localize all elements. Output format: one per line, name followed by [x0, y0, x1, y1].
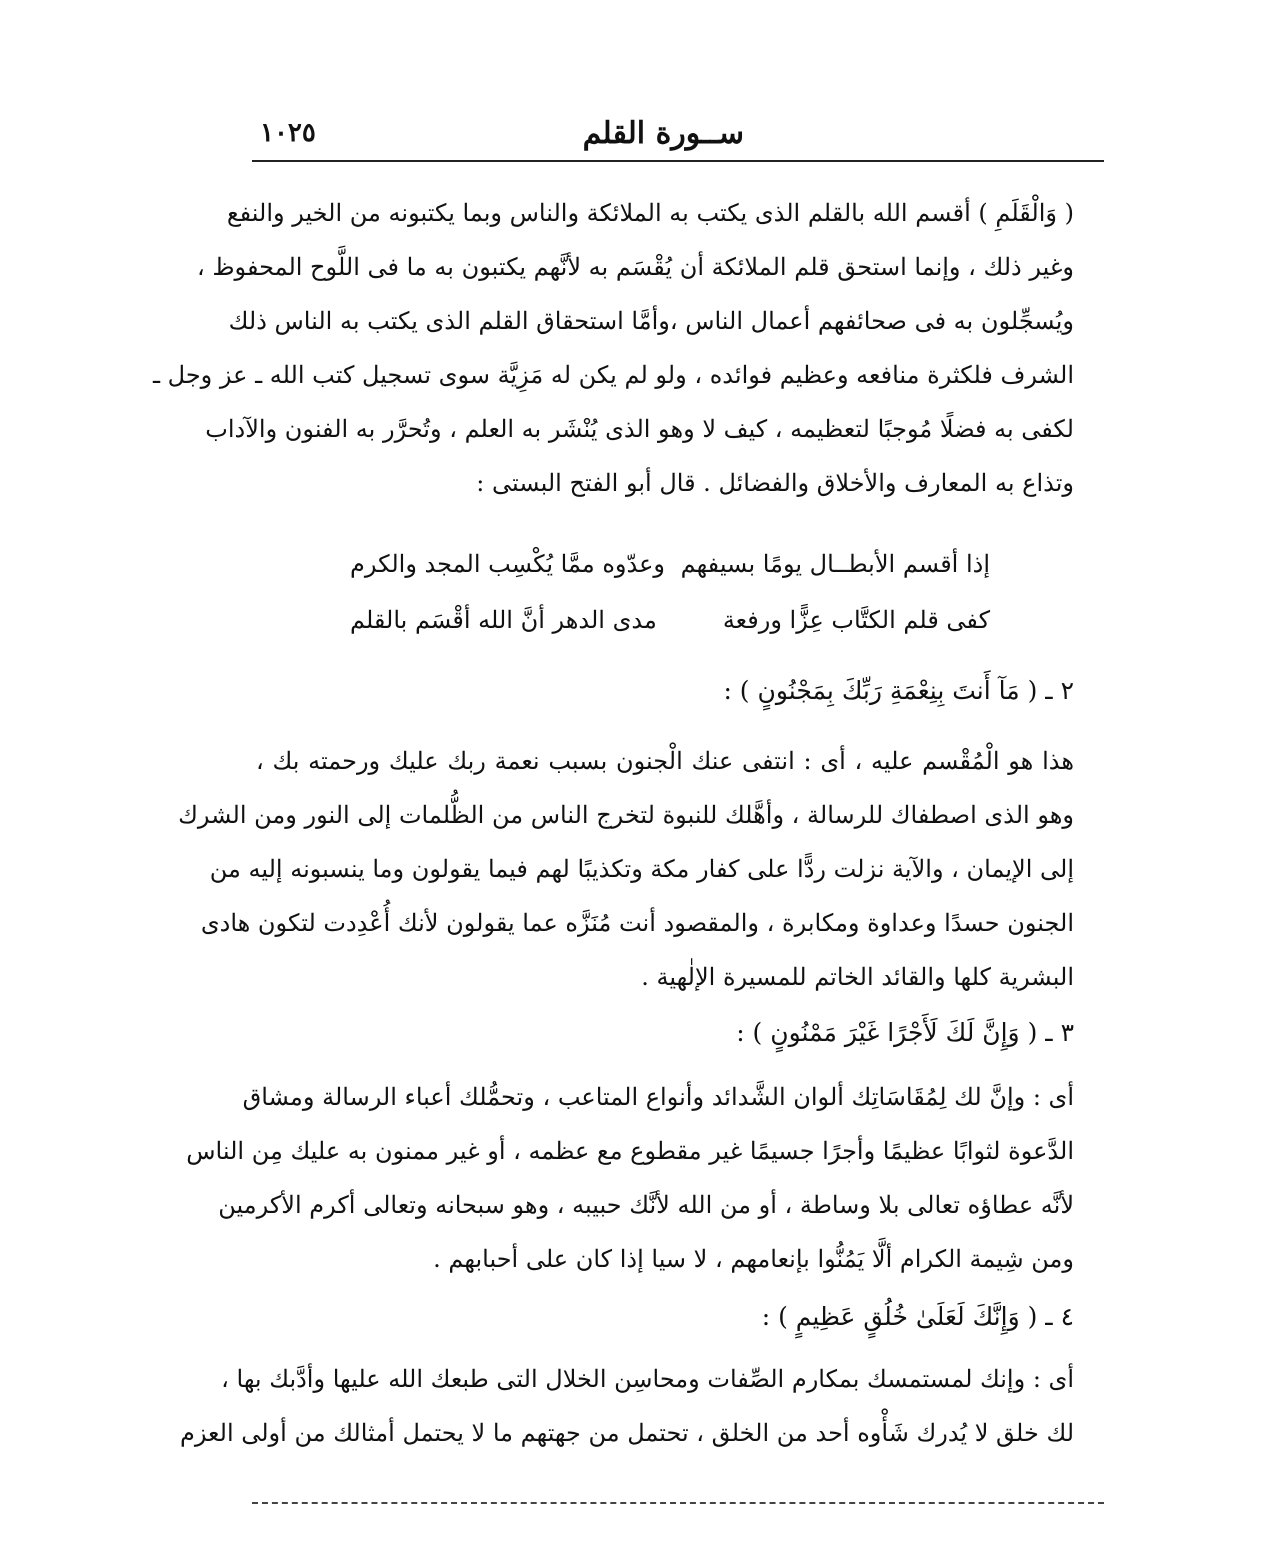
text-line: لكفى به فضلًا مُوجبًا لتعظيمه ، كيف لا وهو الذى يُنْشَر به العلم ، وتُحرَّر به الفنون والآداب — [205, 415, 1074, 443]
text-line: أى : وإنك لمستمسك بمكارم الصِّفات ومحاسِن الخلال التى طبعك الله عليها وأدَّبك بها ، — [221, 1365, 1074, 1393]
verse-heading-2: ٢ ـ ( مَآ أَنتَ بِنِعْمَةِ رَبِّكَ بِمَجْنُونٍ ) : — [723, 676, 1074, 705]
text-line: ويُسجِّلون به فى صحائفهم أعمال الناس ،وأمَّا استحقاق القلم الذى يكتب به الناس ذلك — [228, 307, 1074, 335]
surah-title: ســورة القلم — [582, 116, 744, 151]
verse-heading-4: ٤ ـ ( وَإِنَّكَ لَعَلَىٰ خُلُقٍ عَظِيمٍ ) : — [761, 1302, 1074, 1331]
page-header — [252, 112, 1104, 160]
text-line: لك خلق لا يُدرك شَأْوه أحد من الخلق ، تحتمل من جهتهم ما لا يحتمل أمثالك من أولى العزم — [179, 1419, 1074, 1447]
text-line: وغير ذلك ، وإنما استحق قلم الملائكة أن يُقْسَم به لأنَّهم يكتبون به ما فى اللَّوح المحفوظ ، — [196, 253, 1074, 281]
text-line: البشرية كلها والقائد الخاتم للمسيرة الإلٰهية . — [641, 963, 1074, 991]
poem-verse — [350, 536, 990, 592]
poem-verse — [350, 592, 990, 648]
text-line: أى : وإنَّ لك لِمُقَاسَاتِك ألوان الشَّدائد وأنواع المتاعب ، وتحمُّلك أعباء الرسالة ومشاق — [242, 1083, 1074, 1111]
poem-first-hemistich: إذا أقسم الأبطــال يومًا بسيفهم — [680, 550, 990, 578]
text-line: وهو الذى اصطفاك للرسالة ، وأهَّلك للنبوة لتخرج الناس من الظُّلمات إلى النور ومن الشرك — [178, 801, 1074, 829]
text-line: ( وَالْقَلَمِ ) أقسم الله بالقلم الذى يكتب به الملائكة والناس وبما يكتبونه من الخير والنفع — [226, 199, 1074, 227]
paragraph-verse-2 — [178, 734, 1074, 1004]
footer-divider — [252, 1502, 1104, 1504]
header-divider — [252, 160, 1104, 162]
poem-second-hemistich: وعدّوه ممَّا يُكْسِب المجد والكرم — [350, 550, 666, 578]
text-line: الدَّعوة لثوابًا عظيمًا وأجرًا جسيمًا غير مقطوع مع عظمه ، أو غير ممنون به عليك مِن الناس — [186, 1137, 1074, 1165]
poem — [350, 536, 990, 648]
text-line: الشرف فلكثرة منافعه وعظيم فوائده ، ولو لم يكن له مَزِيَّة سوى تسجيل كتب الله ـ عز وجل ـ — [153, 361, 1074, 389]
paragraph-verse-4 — [179, 1352, 1074, 1460]
text-line: إلى الإيمان ، والآية نزلت ردًّا على كفار مكة وتكذيبًا لهم فيما يقولون وما ينسبونه إليه من — [209, 855, 1074, 883]
text-line: لأنَّه عطاؤه تعالى بلا وساطة ، أو من الله لأنَّك حبيبه ، وهو سبحانه وتعالى أكرم الأكرمين — [218, 1191, 1074, 1219]
page-number: ١٠٢٥ — [260, 118, 316, 148]
text-line: ومن شِيمة الكرام ألَّا يَمُنُّوا بإنعامهم ، لا سيا إذا كان على أحبابهم . — [433, 1245, 1074, 1273]
paragraph-qalam — [153, 186, 1074, 510]
paragraph-verse-3 — [186, 1070, 1074, 1286]
poem-second-hemistich: مدى الدهر أنَّ الله أقْسَم بالقلم — [350, 606, 657, 634]
poem-first-hemistich: كفى قلم الكتَّاب عِزًّا ورفعة — [722, 606, 990, 634]
text-line: هذا هو الْمُقْسم عليه ، أى : انتفى عنك الْجنون بسبب نعمة ربك عليك ورحمته بك ، — [256, 747, 1074, 775]
text-line: الجنون حسدًا وعداوة ومكابرة ، والمقصود أنت مُنَزَّه عما يقولون لأنك أُعْدِدت لتكون هادى — [200, 909, 1074, 937]
verse-heading-3: ٣ ـ ( وَإِنَّ لَكَ لَأَجْرًا غَيْرَ مَمْنُونٍ ) : — [736, 1018, 1074, 1047]
text-line: وتذاع به المعارف والأخلاق والفضائل . قال أبو الفتح البستى : — [476, 469, 1074, 497]
